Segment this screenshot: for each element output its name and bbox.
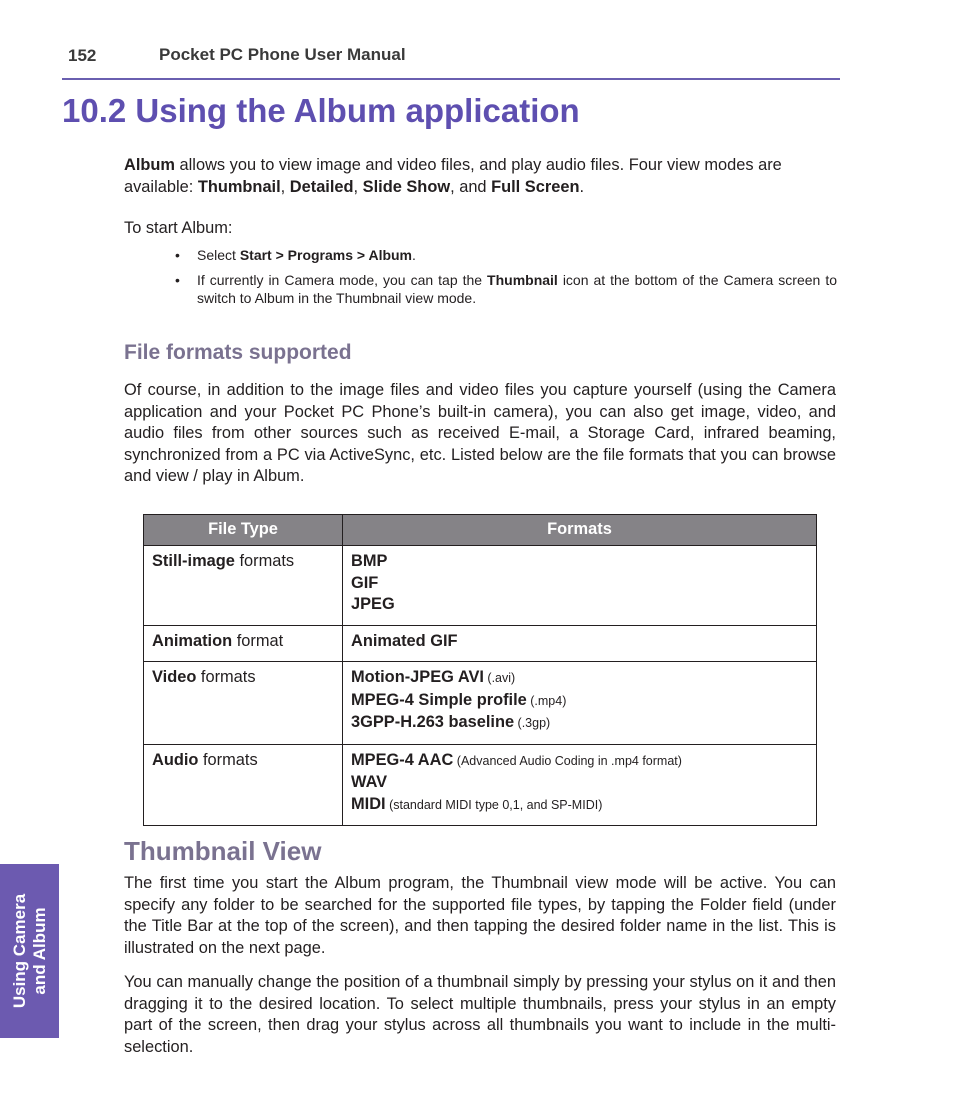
intro-end: . bbox=[579, 177, 585, 196]
file-type-rest: formats bbox=[234, 552, 295, 570]
intro-sep: , bbox=[353, 177, 363, 196]
table-row bbox=[144, 744, 817, 826]
page-number: 152 bbox=[68, 46, 97, 65]
format-note: (.3gp) bbox=[514, 716, 551, 730]
intro-paragraph bbox=[124, 155, 836, 198]
table-header-row bbox=[144, 515, 817, 546]
file-type-cell bbox=[144, 546, 343, 626]
file-type-cell bbox=[144, 625, 343, 662]
file-type-bold: Animation bbox=[152, 631, 233, 650]
format-note: (Advanced Audio Coding in .mp4 format) bbox=[453, 753, 682, 768]
table-row bbox=[144, 662, 817, 745]
format-entry: MPEG-4 Simple profile (.mp4) bbox=[351, 690, 567, 709]
format-entry: MIDI (standard MIDI type 0,1, and SP-MIDI) bbox=[351, 794, 603, 813]
file-type-rest: format bbox=[232, 631, 284, 650]
mode-slide-show: Slide Show bbox=[362, 177, 451, 196]
bullet-bold: Thumbnail bbox=[487, 271, 558, 288]
file-type-rest: formats bbox=[198, 750, 258, 769]
running-title: Pocket PC Phone User Manual bbox=[159, 45, 406, 64]
formats-cell bbox=[343, 744, 817, 826]
format-note: (.mp4) bbox=[526, 693, 567, 708]
file-type-bold: Still-image bbox=[152, 552, 235, 570]
bullet-dot: • bbox=[175, 271, 180, 288]
thumbnail-view-paragraph-1: The first time you start the Album program, the Thumbnail view mode will be active. You can specify any folder to be searched for the supported file types, by tapping the Folder field (under the Title Bar at the top of the screen), and then tapping the desired folder name in the list. This is illustrated on the next page. bbox=[124, 874, 836, 957]
format-entry: WAV bbox=[351, 773, 388, 791]
table-row bbox=[144, 546, 817, 626]
intro-sep: , and bbox=[450, 177, 492, 196]
bullet-text: If currently in Camera mode, you can tap the bbox=[197, 271, 488, 288]
table-row bbox=[144, 625, 817, 662]
formats-cell bbox=[343, 546, 817, 626]
format-entry: GIF bbox=[351, 573, 379, 592]
list-item bbox=[175, 271, 837, 308]
file-type-rest: formats bbox=[196, 668, 256, 686]
format-entry: Animated GIF bbox=[351, 631, 458, 650]
bullet-dot: • bbox=[175, 247, 180, 263]
file-formats-paragraph: Of course, in addition to the image files and video files you capture yourself (using the Camera application and your Pocket PC Phone’s built-in camera), you can also get image, video, and audio files from other sources such as received E-mail, a Storage Card, infrared beaming, synchronized from a PC via ActiveSync, etc. Listed below are the file formats that you can browse and view / play in Album. bbox=[124, 381, 836, 485]
mode-full-screen: Full Screen bbox=[491, 177, 580, 196]
file-formats-heading: File formats supported bbox=[124, 341, 352, 364]
bullet-text: . bbox=[412, 247, 416, 263]
mode-thumbnail: Thumbnail bbox=[197, 177, 281, 196]
chapter-title: 10.2 Using the Album application bbox=[62, 92, 580, 129]
file-type-bold: Video bbox=[152, 668, 197, 686]
format-entry: Motion-JPEG AVI (.avi) bbox=[351, 668, 516, 686]
file-type-cell bbox=[144, 662, 343, 745]
formats-cell bbox=[343, 662, 817, 745]
column-header-formats: Formats bbox=[343, 515, 817, 546]
side-tab-line-2: and Album bbox=[29, 907, 49, 995]
mode-detailed: Detailed bbox=[289, 177, 354, 196]
side-tab-line-1: Using Camera bbox=[9, 893, 29, 1009]
album-term: Album bbox=[124, 156, 175, 174]
format-entry: JPEG bbox=[351, 595, 395, 613]
bullet-text: Select bbox=[197, 247, 240, 263]
column-header-file-type: File Type bbox=[144, 515, 343, 546]
format-note: (.avi) bbox=[483, 671, 516, 685]
side-tab-label bbox=[10, 894, 50, 1008]
thumbnail-view-paragraph-2: You can manually change the position of a thumbnail simply by pressing your stylus on it and then dragging it to the desired location. To select multiple thumbnails, press your stylus in an empty part of the screen, then drag your stylus across all thumbnails you want to include in the multi-selection. bbox=[124, 973, 836, 1056]
intro-text: allows you to view image and video files, and play audio files. Four view modes are available: bbox=[124, 156, 782, 196]
format-entry: BMP bbox=[351, 552, 388, 570]
header-rule bbox=[62, 78, 840, 80]
bullet-bold: Start > Programs > Album bbox=[239, 247, 413, 263]
list-item bbox=[175, 246, 837, 265]
file-type-cell bbox=[144, 744, 343, 826]
format-note: (standard MIDI type 0,1, and SP-MIDI) bbox=[385, 797, 603, 812]
start-label: To start Album: bbox=[124, 219, 233, 237]
bullet-text: icon at the bottom of the Camera screen to switch to Album in the Thumbnail view mode. bbox=[197, 271, 837, 306]
file-formats-table bbox=[143, 514, 817, 826]
format-entry: 3GPP-H.263 baseline (.3gp) bbox=[351, 713, 551, 731]
format-entry: MPEG-4 AAC (Advanced Audio Coding in .mp4 format) bbox=[351, 750, 682, 769]
start-steps-list bbox=[175, 246, 837, 314]
formats-cell bbox=[343, 625, 817, 662]
file-type-bold: Audio bbox=[152, 750, 199, 769]
chapter-side-tab bbox=[0, 864, 59, 1038]
thumbnail-view-heading: Thumbnail View bbox=[124, 836, 322, 866]
intro-sep: , bbox=[280, 177, 290, 196]
